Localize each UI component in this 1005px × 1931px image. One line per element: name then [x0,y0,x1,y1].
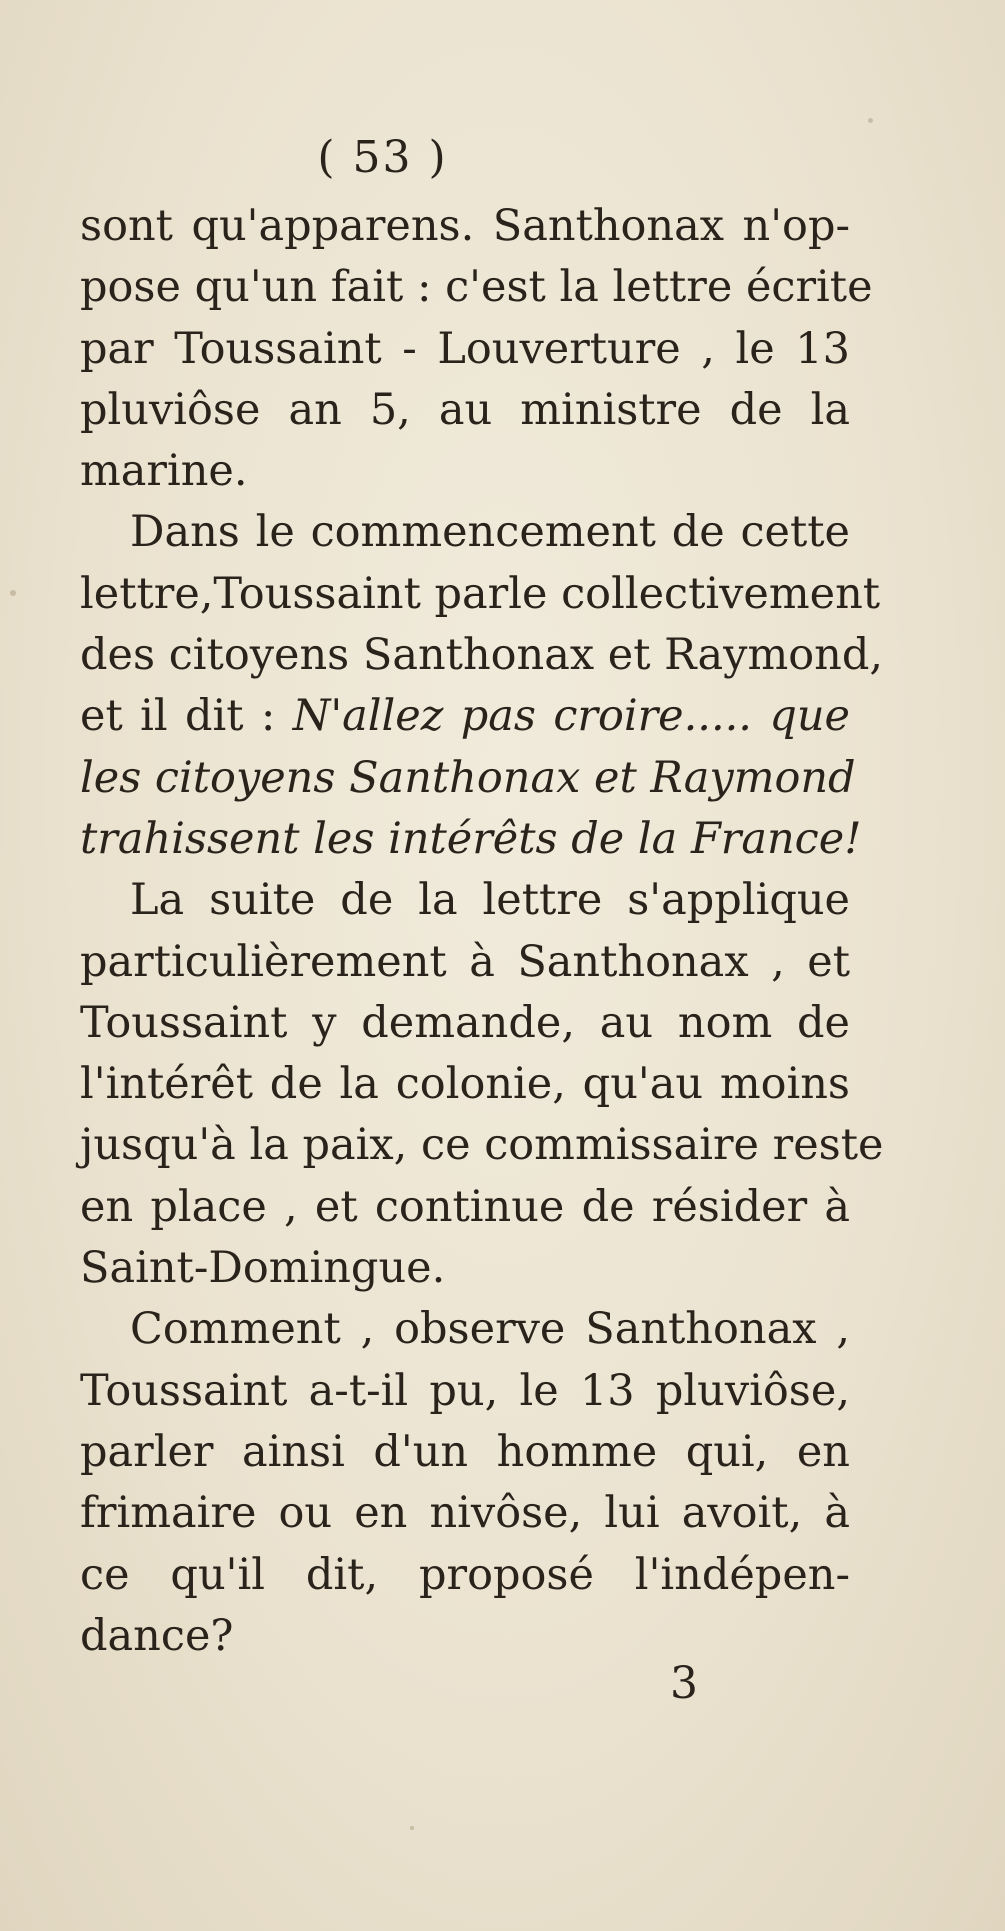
text-line: des citoyens Santhonax et Raymond, [80,630,884,681]
foxing-spot [868,118,873,123]
text-line: lettre,Toussaint parle collectivement [80,568,881,619]
italic-quote-line: les citoyens Santhonax et Raymond [80,752,856,803]
foxing-spot [410,1826,414,1830]
text-line: marine. [80,446,248,497]
text-line: Toussaint y demande, au nom de [80,997,850,1048]
plain-text-segment: et il dit : [80,691,293,742]
text-line-mixed [80,686,850,747]
page-number: ( 53 ) [317,132,448,183]
text-line: Saint-Domingue. [80,1243,446,1294]
text-line: frimaire ou en nivôse, lui avoit, à [80,1488,850,1539]
text-line: Toussaint a-t-il pu, le 13 pluviôse, [80,1365,850,1416]
text-line: sont qu'apparens. Santhonax n'op- [80,201,850,251]
foxing-spot [10,590,16,596]
text-line: l'intérêt de la colonie, qu'au moins [80,1059,850,1110]
text-line: pose qu'un fait : c'est la lettre écrite [80,262,873,313]
text-line: pluviôse an 5, au ministre de la [80,384,850,435]
paragraph-start-line: Dans le commencement de cette [130,507,850,558]
text-line: par Toussaint - Louverture , le 13 [80,323,850,374]
text-line: parler ainsi d'un homme qui, en [80,1426,850,1477]
paragraph-start-line: La suite de la lettre s'applique [130,875,850,926]
italic-quote-segment: N'allez pas croire..... que [292,691,851,742]
italic-quote-line: trahissent les intérêts de la France! [80,813,862,864]
text-line: jusqu'à la paix, ce commissaire reste [80,1120,884,1171]
paragraph-start-line: Comment , observe Santhonax , [130,1304,850,1355]
text-line: ce qu'il dit, proposé l'indépen- [80,1549,850,1600]
text-line: en place , et continue de résider à [80,1181,850,1232]
text-line: particulièrement à Santhonax , et [80,936,850,987]
body-text [80,196,884,1667]
signature-mark: 3 [670,1658,698,1709]
text-line: dance? [80,1610,234,1661]
